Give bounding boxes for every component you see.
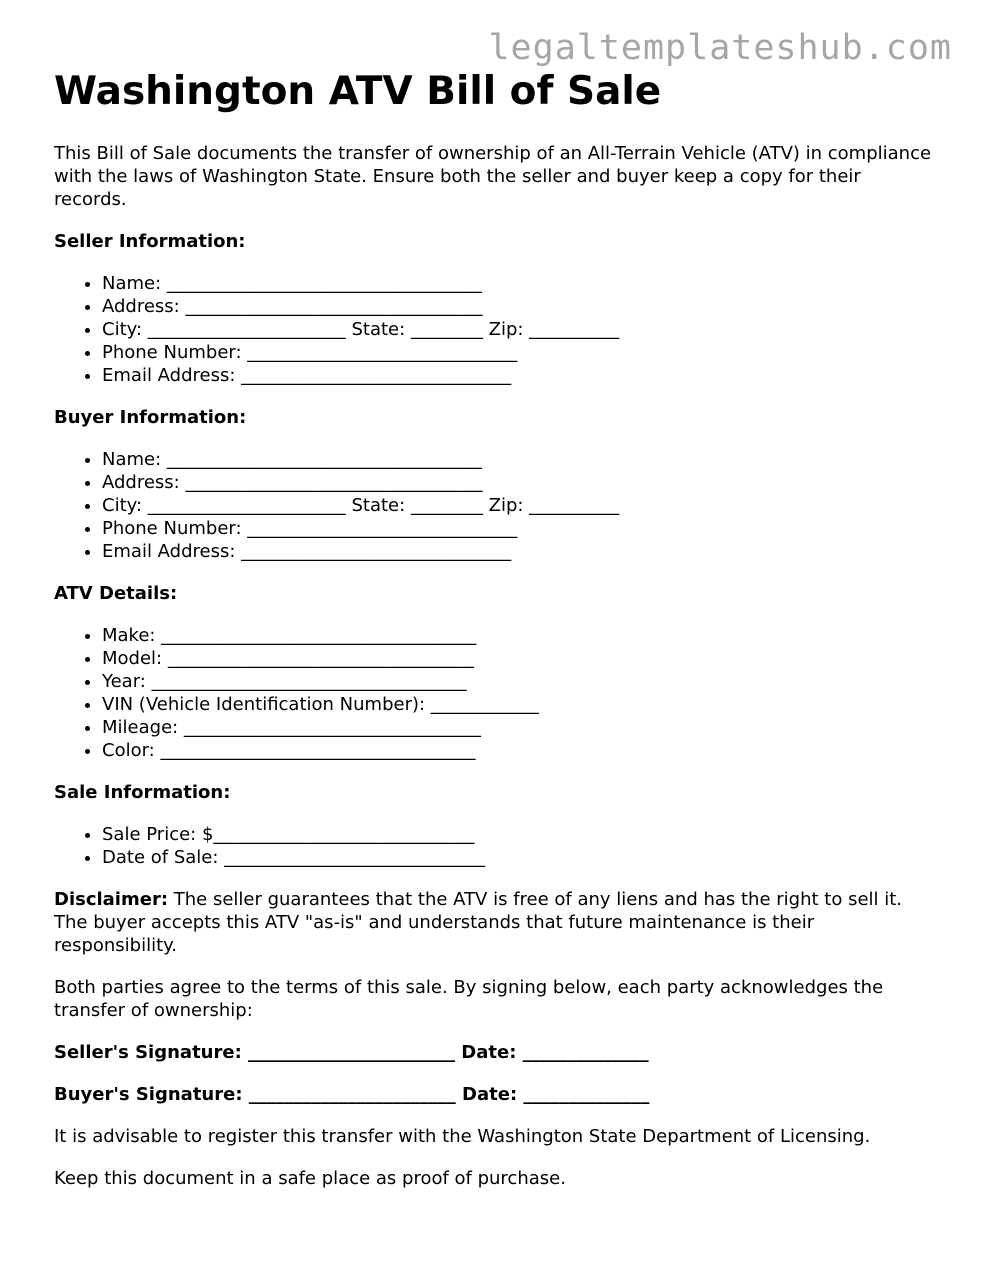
sale-date-field: • Date of Sale: _____________________________ [102,846,934,869]
advice-paragraph: It is advisable to register this transfer with the Washington State Department of Licensing. [54,1126,871,1147]
atv-vin-field: • VIN (Vehicle Identification Number): ____________ [102,693,934,716]
buyer-name-field: • Name: ___________________________________ [102,448,934,471]
intro-paragraph: This Bill of Sale documents the transfer of ownership of an All-Terrain Vehicle (ATV) in compliance with the laws of Washington State. Ensure both the seller and buyer keep a copy for their records. [54,143,932,210]
seller-email-field: • Email Address: ______________________________ [102,364,934,387]
closing-paragraph: Keep this document in a safe place as proof of purchase. [54,1168,566,1189]
buyer-address-field: • Address: _________________________________ [102,471,934,494]
atv-year-field: • Year: ___________________________________ [102,670,934,693]
seller-address-field: • Address: _________________________________ [102,295,934,318]
sale-section-heading: Sale Information: [54,782,231,803]
seller-fields-list [54,272,934,387]
seller-section-heading: Seller Information: [54,231,246,252]
seller-city-state-zip-field: • City: ______________________ State: ________ Zip: __________ [102,318,934,341]
seller-name-field: • Name: ___________________________________ [102,272,934,295]
sale-price-field: • Sale Price: $_____________________________ [102,823,934,846]
watermark: legaltemplateshub.com [488,28,952,68]
disclaimer-text: The seller guarantees that the ATV is free of any liens and has the right to sell it. The buyer accepts this ATV "as-is" and understands that future maintenance is their responsibility. [54,889,903,956]
atv-fields-list [54,624,934,762]
atv-mileage-field: • Mileage: _________________________________ [102,716,934,739]
document-title: Washington ATV Bill of Sale [54,69,662,114]
buyer-fields-list [54,448,934,563]
seller-phone-field: • Phone Number: ______________________________ [102,341,934,364]
buyer-phone-field: • Phone Number: ______________________________ [102,517,934,540]
buyer-email-field: • Email Address: ______________________________ [102,540,934,563]
seller-signature-line: Seller's Signature: _______________________ Date: ______________ [54,1042,649,1063]
sale-fields-list [54,823,934,869]
atv-section-heading: ATV Details: [54,583,178,604]
atv-make-field: • Make: ___________________________________ [102,624,934,647]
document-body [54,142,934,1209]
buyer-signature-line: Buyer's Signature: _______________________ Date: ______________ [54,1084,650,1105]
disclaimer-label: Disclaimer: [54,889,169,910]
agreement-paragraph: Both parties agree to the terms of this sale. By signing below, each party acknowledges the transfer of ownership: [54,977,884,1021]
disclaimer-paragraph [54,888,934,957]
buyer-city-state-zip-field: • City: ______________________ State: ________ Zip: __________ [102,494,934,517]
buyer-section-heading: Buyer Information: [54,407,247,428]
atv-color-field: • Color: ___________________________________ [102,739,934,762]
atv-model-field: • Model: __________________________________ [102,647,934,670]
